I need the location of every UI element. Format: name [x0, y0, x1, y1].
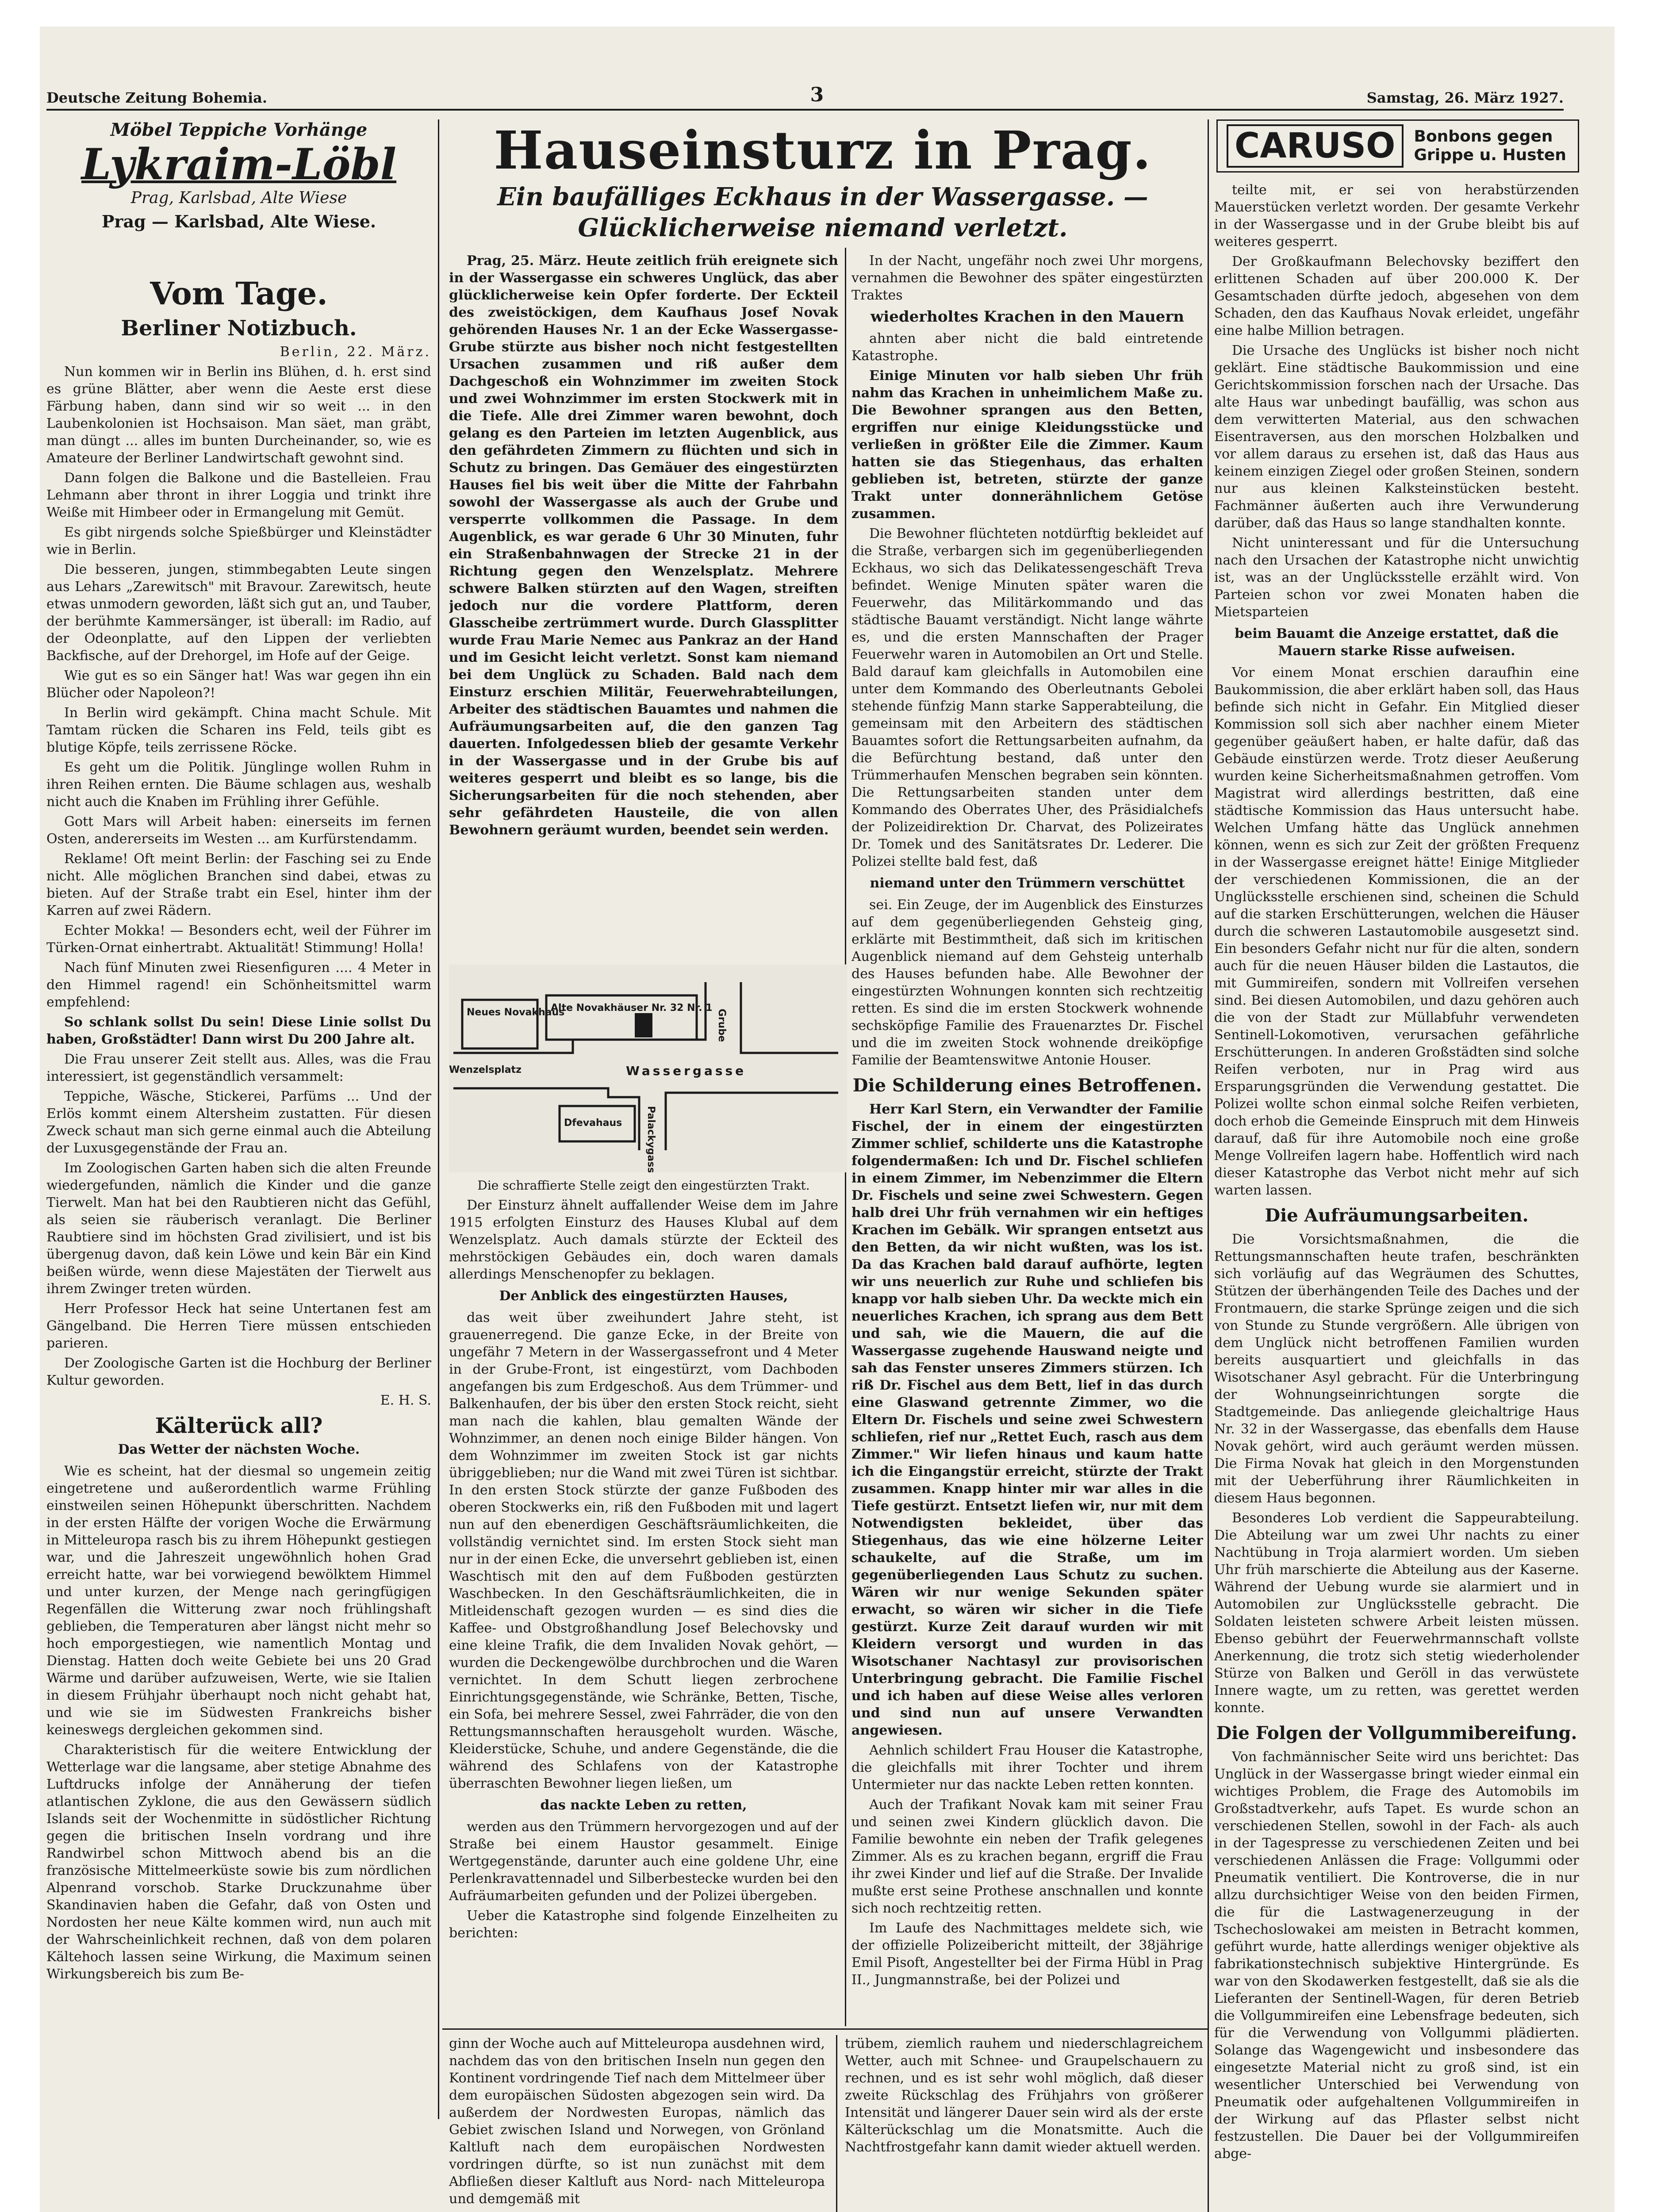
section-subhead: das nackte Leben zu retten,: [540, 1797, 747, 1813]
ad-loebl-topline: Möbel Teppiche Vorhänge: [110, 119, 368, 140]
column-rule: [438, 119, 439, 2119]
article-subtitle: Das Wetter der nächsten Woche.: [118, 1442, 360, 1457]
article-title: Die Folgen der Vollgummibereifung.: [1216, 1723, 1577, 1743]
map-label: Wenzelsplatz: [449, 1064, 522, 1075]
paragraph: Die besseren, jungen, stimmbegabten Leute singen aus Lehars „Zarewitsch" mit Bravour. Zarewitsch, heute etwas unmodern geworden, läßt sich gut an, und Tauber, der berühmte Kammersänger, ist überall: im Radio, auf der Odeonplatte, auf den Lippen der verliebten Backfische, auf der Drehorgel, im Hofe auf der Geige.: [46, 562, 431, 664]
column-2-bottom: [449, 1177, 838, 2022]
article-title: Die Aufräumungsarbeiten.: [1265, 1205, 1529, 1226]
paragraph: Ueber die Katastrophe sind folgende Einzelheiten zu berichten:: [449, 1908, 838, 1941]
paragraph: das weit über zweihundert Jahre steht, ist grauenerregend. Die ganze Ecke, in der Breite von ungefähr 7 Metern in der Wassergassefront und 4 Meter in der Grube-Front, ist eingestürzt, vom Dachboden angefangen bis zum Erdgeschoß. Aus dem Trümmer- und Balkenhaufen, der bis über den ersten Stock reicht, sieht man nach die kahlen, blau gemalten Wände der Wohnzimmer, an denen noch einige Bilder hängen. Von dem Wohnzimmer im zweiten Stock ist gar nichts übriggeblieben; nur die Wand mit zwei Türen ist sichtbar. In den ersten Stock stürzte der ganze Fußboden des oberen Stockwerks ein, riß den Fußboden mit und lagert nun auf den ebenerdigen Geschäftsräumlichkeiten, die vollständig vernichtet sind. Im ersten Stock sieht man nur in der einen Ecke, die unversehrt geblieben ist, einen Waschtisch mit den auf dem Fußboden gestürzten Waschbecken. In den Geschäftsräumlichkeiten, die in Mitleidenschaft gezogen wurden — es sind dies die Kaffee- und Obstgroßhandlung Josef Belechovsky und eine kleine Trafik, die dem Invaliden Novak gehört, — wurden die Deckengewölbe durchbrochen und die Waren vernichtet. In dem Schutt liegen zerbrochene Einrichtungsgegenstände, wie Schränke, Betten, Tische, ein Sofa, bei mehrere Sessel, zwei Fahrräder, die von den Rettungsmannschaften herausgeholt wurden. Wäsche, Kleiderstücke, Schuhe, und andere Gegenstände, die die während des Schlafens von der Katastrophe überraschten Bewohner liegen ließen, um: [449, 1310, 838, 1791]
paragraph: Wie gut es so ein Sänger hat! Was war gegen ihn ein Blücher oder Napoleon?!: [46, 668, 431, 701]
section-subhead: beim Bauamt die Anzeige erstattet, daß die Mauern starke Risse aufweisen.: [1235, 626, 1559, 659]
paragraph: Nach fünf Minuten zwei Riesenfiguren .... 4 Meter in den Himmel ragend! ein Schönheitsmittel warm empfehlend:: [46, 960, 431, 1010]
article-subtitle: Berliner Notizbuch.: [121, 316, 357, 341]
street-map: [449, 964, 847, 1172]
article-title: Die Schilderung eines Betroffenen.: [852, 1075, 1202, 1096]
column-3: [851, 252, 1203, 2022]
ad-loebl: [46, 119, 431, 265]
paragraph: ginn der Woche auch auf Mitteleuropa ausdehnen wird, nachdem das von den britischen Inseln nun gegen den Kontinent vordringende Tief nach dem Mittelmeer über dem europäischen Südosten abgezogen sein wird. Da außerdem der Nordwesten Europas, nämlich das Gebiet zwischen Island und Norwegen, von Grönland Kaltluft nach dem europäischen Nordwesten vordringen dürfte, so ist nun zunächst mit dem Abfließen dieser Kaltluft aus Nord- nach Mitteleuropa und demgemäß mit: [449, 2036, 825, 2207]
paragraph: Der Zoologische Garten ist die Hochburg der Berliner Kultur geworden.: [46, 1356, 431, 1388]
masthead-date: Samstag, 26. März 1927.: [1366, 89, 1564, 106]
ad-loebl-script: Lykraim-Löbl: [81, 139, 397, 189]
ad-caruso-line: Bonbons gegen: [1414, 127, 1553, 146]
section-subhead: Der Anblick des eingestürzten Hauses,: [499, 1288, 788, 1304]
ad-caruso-line: Grippe u. Husten: [1414, 146, 1566, 164]
column-rule: [836, 2035, 837, 2212]
paragraph: Echter Mokka! — Besonders echt, weil der Führer im Türken-Ornat einhertrabt. Aktualität! Stimmung! Holla!: [46, 923, 431, 956]
paragraph: ahnten aber nicht die bald eintretende Katastrophe.: [851, 331, 1203, 364]
paragraph: Im Zoologischen Garten haben sich die alten Freunde wiedergefunden, nämlich die Kinder und die ganze Tierwelt. Man hat bei den Raubtieren nicht das Gefühl, als seien sie räuberisch veranlagt. Die Berliner Raubtiere sind im höchsten Grad zivilisiert, und ist bis übergenug davon, daß kein Löwe und kein Bär ein Kind beißen würde, wenn diese Majestäten der Tierwelt aus ihrem Zwinger treten würden.: [46, 1160, 431, 1297]
paragraph: Einige Minuten vor halb sieben Uhr früh nahm das Krachen in unheimlichem Maße zu. Die Bewohner sprangen aus den Betten, ergriffen nur einige Kleidungsstücke und verließen in größter Eile die Zimmer. Kaum hatten sie das Stiegenhaus, das erhalten geblieben ist, betreten, stürzte der ganze Trakt unter donnerähnlichem Getöse zusammen.: [851, 368, 1203, 522]
paragraph: Der Großkaufmann Belechovsky beziffert den erlittenen Schaden auf über 200.000 K. Der Gesamtschaden dürfte jedoch, abgesehen von dem Schaden, den das Kaufhaus Novak erleidet, ungefähr eine halbe Million betragen.: [1214, 254, 1579, 338]
paragraph: Die Bewohner flüchteten notdürftig bekleidet auf die Straße, verbargen sich im gegenüberliegenden Eckhaus, wo sich das Delikatessengeschäft Treva befindet. Wenige Minuten später waren die Feuerwehr, das Militärkommando und das städtische Bauamt verständigt. Nicht lange währte es, und die ersten Mannschaften der Prager Feuerwehr waren in Automobilen an Ort und Stelle. Bald darauf kam gleichfalls in Automobilen eine unter dem Kommando des Oberleutnants Gebolei stehende fünfzig Mann starke Sapperabteilung, die gemeinsam mit den Arbeitern des städtischen Bauamtes sofort die Rettungsarbeiten aufnahm, da die Befürchtung bestand, daß unter den Trümmerhaufen Menschen begraben sein könnten. Die Rettungsarbeiten standen unter dem Kommando des Oberrates Uher, des Präsidialchefs der Polizeidirektion Dr. Charvat, des Polizeirates Dr. Tomek und des Sanitätsrates Dr. Lederer. Die Polizei stellte bald fest, daß: [851, 526, 1203, 869]
paragraph: Nun kommen wir in Berlin ins Blühen, d. h. erst sind es grüne Blätter, aber wenn die Aeste erst diese Färbung haben, dann sind wir so weit ... in den Laubenkolonien ist Hochsaison. Man säet, man gräbt, man düngt ... alles im bunten Durcheinander, so, wie es Amateure der Berliner Landwirtschaft gewohnt sind.: [46, 364, 431, 466]
paragraph: Prag, 25. März. Heute zeitlich früh ereignete sich in der Wassergasse ein schweres Unglück, das aber glücklicherweise kein Opfer forderte. Der Eckteil des zweistöckigen, dem Kaufhaus Josef Novak gehörenden Hauses Nr. 1 an der Ecke Wassergasse-Grube stürzte aus bisher noch nicht festgestellten Ursachen zusammen und riß außer dem Dachgeschoß ein Wohnzimmer im zweiten Stock und zwei Wohnzimmer im ersten Stockwerk mit in die Tiefe. Alle drei Zimmer waren bewohnt, doch gelang es den Parteien im letzten Augenblick, aus den gefährdeten Zimmern zu flüchten und sich in Schutz zu bringen. Das Gemäuer des eingestürzten Hauses fiel bis weit über die Mitte der Fahrbahn sowohl der Wassergasse als auch der Grube und versperrte vollkommen die Passage. In dem Augenblick, es war gerade 6 Uhr 30 Minuten, fuhr ein Straßenbahnwagen der Strecke 21 in der Richtung gegen den Wenzelsplatz. Mehrere schwere Balken stürzten auf den Wagen, streiften jedoch nur die vordere Plattform, deren Glasscheibe zertrümmert wurde. Durch Glassplitter wurde Frau Marie Nemec aus Pankraz an der Hand und im Gesicht leicht verletzt. Sonst kam niemand bei dem Unglück zu Schaden. Bald nach dem Einsturz erschien Militär, Feuerwehrabteilungen, Arbeiter des städtischen Bauamtes und nahmen die Aufräumungsarbeiten auf, die den ganzen Tag dauerten. Infolgedessen blieb der gesamte Verkehr in der Wassergasse und in der Grube bis auf weiteres gesperrt und bleibt es so lange, bis die Sicherungsarbeiten für die noch stehenden, aber sehr gefährdeten Hausteile, die von allen Bewohnern geräumt wurden, beendet sein werden.: [449, 253, 838, 838]
masthead-page-number: 3: [810, 84, 824, 106]
paragraph: Es geht um die Politik. Jünglinge wollen Ruhm in ihren Reihen ernten. Die Bäume schlagen aus, weshalb nicht auch die Knaben im Frühling ihrer Gefühle.: [46, 760, 431, 810]
paragraph: Im Laufe des Nachmittages meldete sich, wie der offizielle Polizeibericht mitteilt, der 38jährige Emil Pisoft, Angestellter bei der Firma Hübl in Prag II., Jungmannstraße, bei der Polizei und: [851, 1920, 1203, 1988]
map-label: Grube: [716, 1009, 727, 1042]
paragraph: Dann folgen die Balkone und die Bastelleien. Frau Lehmann aber thront in ihrer Loggia und trinkt ihre Weiße mit Himbeer oder in Ermangelung mit Gemüt.: [46, 470, 431, 520]
paragraph: Reklame! Oft meint Berlin: der Fasching sei zu Ende nicht. Alle möglichen Branchen sind dabei, etwas zu bieten. Auf der Straße trabt ein Esel, hinter ihm der Karren auf zwei Rädern.: [46, 851, 431, 918]
column-2-top: [449, 252, 838, 960]
headline-subtitle: Ein baufälliges Eckhaus in der Wassergasse. — Glücklicherweise niemand verletzt.: [497, 182, 1148, 242]
masthead-paper-name: Deutsche Zeitung Bohemia.: [46, 89, 268, 106]
bottom-column-b: [845, 2035, 1203, 2212]
ad-loebl-address: Prag — Karlsbad, Alte Wiese.: [101, 211, 376, 231]
column-rule-horizontal: [442, 2028, 1208, 2030]
paragraph: In der Nacht, ungefähr noch zwei Uhr morgens, vernahmen die Bewohner des später eingestürzten Traktes: [851, 253, 1203, 303]
paragraph: Teppiche, Wäsche, Stickerei, Parfüms ... Und der Erlös kommt einem Altersheim zustatten. Für diesen Zweck schaut man sich gerne einmal auch die Abteilung der Luxusgegenstände der Frau an.: [46, 1089, 431, 1156]
map-label: Wassergasse: [626, 1064, 747, 1078]
signature: E. H. S.: [380, 1393, 431, 1408]
map-label: Neues Novakhaus: [467, 1007, 565, 1018]
paragraph: Aehnlich schildert Frau Houser die Katastrophe, die gleichfalls mit ihrer Tochter und ihrem Untermieter nur das nackte Leben retten konnten.: [851, 1743, 1203, 1793]
ad-caruso-text: [1414, 127, 1566, 165]
paragraph: Vor einem Monat erschien daraufhin eine Baukommission, die aber erklärt haben soll, das Haus befinde sich nicht in Gefahr. Ein Mitglied dieser Kommission soll sich aber nachher einem Mieter gegenüber geäußert haben, er halte dafür, daß das Gebäude einstürzen werde. Trotz dieser Aeußerung wurden keine Sicherheitsmaßnahmen getroffen. Vom Magistrat wird allerdings bestritten, daß eine städtische Kommission das Haus untersucht habe. Welchen Umfang hätte das Unglück annehmen können, wenn es sich zur Zeit der größten Frequenz in der Wassergasse ereignet hätte! Einige Mitglieder der verschiedenen Kommissionen, die an der Unglücksstelle erschienen sind, scheinen die Schuld auf die starken Erschütterungen, welchen die Häuser durch die schweren Lastautomobile ausgesetzt sind. Ein besonders Gefahr nicht nur für die alten, sondern auch für die neuen Häuser bilden die Lastautos, die mit Gummireifen, sondern mit Vollreifen versehen sind. Bei diesen Automobilen, und dazu gehören auch die von der Stadt zur Müllabfuhr verwendeten Sentinell-Lokomotiven, verursachen gefährliche Erschütterungen. In anderen Großstädten sind solche Reifen verboten, nur in Prag wird aus Ersparungsgründen die Verwendung gestattet. Die Polizei wollte schon einmal solche Reifen verbieten, doch erhob die Gemeinde Einspruch mit dem Hinweis darauf, daß für ihre Automobile noch eine große Menge Vollreifen lagern habe. Hoffentlich wird nach dieser Katastrophe das Verbot nicht mehr auf sich warten lassen.: [1214, 665, 1579, 1198]
ad-caruso: [1216, 119, 1579, 173]
section-subhead: niemand unter den Trümmern verschüttet: [870, 876, 1185, 891]
paragraph: Besonderes Lob verdient die Sappeurabteilung. Die Abteilung war um zwei Uhr nachts zu einer Nachtübung in Troja alarmiert worden. Um sieben Uhr früh marschierte die Abteilung aus der Kaserne. Während der Uebung wurde sie alarmiert und in Automobilen zur Unglücksstelle gebracht. Die Soldaten leisteten schwere Arbeit leisten müssen. Ebenso gebührt der Feuerwehrmannschaft vollste Anerkennung, die trotz sich stetig wiederholender Stürze von Balken und Geröll in das verwüstete Innere wagte, um zu retten, was gerettet werden konnte.: [1214, 1510, 1579, 1716]
dateline: Berlin, 22. März.: [280, 344, 431, 360]
paragraph: Nicht uninteressant und für die Untersuchung nach den Ursachen der Katastrophe nicht unwichtig ist, was an der Unglücksstelle erzählt wird. Von Parteien schon vor zwei Monaten haben die Mietsparteien: [1214, 535, 1579, 620]
paragraph: Es gibt nirgends solche Spießbürger und Kleinstädter wie in Berlin.: [46, 525, 431, 557]
masthead: [46, 84, 1564, 111]
article-title: Kälterück all?: [155, 1413, 323, 1438]
collapsed-section-marker: [635, 1013, 652, 1037]
paragraph: trübem, ziemlich rauhem und niederschlagreichem Wetter, auch mit Schnee- und Graupelschauern zu rechnen, und es ist sehr wohl möglich, daß dieser zweite Rückschlag des Frühjahrs von größerer Intensität und längerer Dauer sein wird als der erste Kälterückschlag um die Monatsmitte. Auch die Nachtfrostgefahr kann damit wieder aktuell werden.: [845, 2036, 1203, 2155]
paragraph: In Berlin wird gekämpft. China macht Schule. Mit Tamtam rücken die Scharen ins Feld, teils gibt es blutige Köpfe, teils zerrissene Röcke.: [46, 705, 431, 755]
column-rule: [1208, 119, 1209, 2212]
street-map-svg: [449, 964, 847, 1172]
paragraph: teilte mit, er sei von herabstürzenden Mauerstücken verletzt worden. Der gesamte Verkehr in der Wassergasse und in der Grube bleibt bis auf weiteres gesperrt.: [1214, 182, 1579, 250]
paragraph: Der Einsturz ähnelt auffallender Weise dem im Jahre 1915 erfolgten Einsturz des Hauses Klubal auf dem Wenzelsplatz. Auch damals stürzte der Eckteil des mehrstöckigen Gebäudes ein, doch waren damals allerdings Menschenopfer zu beklagen.: [449, 1198, 838, 1282]
map-label: Alte Novakhäuser Nr. 32 Nr. 1: [551, 1002, 713, 1014]
paragraph: So schlank sollst Du sein! Diese Linie sollst Du haben, Großstädter! Dann wirst Du 200 Jahre alt.: [46, 1014, 431, 1047]
paragraph: Auch der Trafikant Novak kam mit seiner Frau und seinen zwei Kindern glücklich davon. Die Familie bewohnte ein neben der Trafik gelegenes Zimmer. Als es zu krachen begann, ergriff die Frau ihr zwei Kinder und lief auf die Straße. Der Invalide mußte erst seine Prothese anschnallen und konnte sich noch rechtzeitig retten.: [851, 1797, 1203, 1916]
paragraph: Die Frau unserer Zeit stellt aus. Alles, was die Frau interessiert, ist gegenständlich versammelt:: [46, 1052, 431, 1084]
paragraph: Herr Karl Stern, ein Verwandter der Familie Fischel, der in einem der eingestürzten Zimmer schlief, schilderte uns die Katastrophe folgendermaßen: Ich und Dr. Fischel schliefen in einem Zimmer, im Nebenzimmer die Eltern Dr. Fischels und seine zwei Schwestern. Gegen halb drei Uhr früh vernahmen wir ein heftiges Krachen im Gebälk. Wir sprangen entsetzt aus den Betten, da wir nicht wußten, was los ist. Da das Krachen bald darauf aufhörte, legten wir uns neuerlich zur Ruhe und schliefen bis knapp vor halb sieben Uhr. Da weckte mich ein neuerliches Krachen, ich sprang aus dem Bett und sah, wie die Mauern, die auf die Wassergasse zugehende Hauswand neigte und sah das Fenster unseres Zimmers stürzen. Ich riß Dr. Fischel aus dem Bett, lief in das durch eine Glaswand getrennte Zimmer, wo die Eltern Dr. Fischels und seine zwei Schwestern schliefen, rief nur „Rettet Euch, rasch aus dem Zimmer." Wir liefen hinaus und kaum hatte ich die Eingangstür erreicht, stürzte der Trakt zusammen. Knapp hinter mir war alles in die Tiefe gestürzt. Entsetzt liefen wir, nur mit dem Notwendigsten bekleidet, über das Stiegenhaus, das wie eine hölzerne Leiter schaukelte, auf die Straße, um im gegenüberliegenden Laus Schutz zu suchen. Wären wir nur wenige Sekunden später erwacht, so wären wir sicher in die Tiefe gestürzt. Kurze Zeit darauf wurden wir mit Kleidern versorgt und wurden in das Wisotschaner Nachtasyl zur provisorischen Unterbringung gebracht. Die Familie Fischel und ich haben auf diese Weise alles verloren und sind nun auf unsere Verwandten angewiesen.: [851, 1102, 1203, 1738]
column-4: [1214, 181, 1579, 2212]
ad-loebl-subline: Prag, Karlsbad, Alte Wiese: [130, 189, 347, 207]
paragraph: sei. Ein Zeuge, der im Augenblick des Einsturzes auf dem gegenüberliegenden Gehsteig ging, erklärte mit Bestimmtheit, daß sich im kritischen Augenblick niemand auf dem Gehsteig unterhalb des Hauses befunden habe. Alle Bewohner der eingestürzten Wohnungen konnten sich rechtzeitig retten. Es sind die im ersten Stockwerk wohnende sechsköpfige Familie des Frauenarztes Dr. Fischel und die im zweiten Stock wohnende dreiköpfige Familie der Beamtenswitwe Antonie Houser.: [851, 897, 1203, 1068]
section-subhead: wiederholtes Krachen in den Mauern: [871, 308, 1184, 326]
main-headline: [442, 119, 1203, 243]
map-label: Palackygasse: [645, 1106, 656, 1172]
ad-caruso-brand: CARUSO: [1227, 124, 1404, 168]
paragraph: werden aus den Trümmern hervorgezogen und auf der Straße bei einem Haustor gesammelt. Einige Wertgegenstände, darunter auch eine goldene Uhr, eine Perlenkravattennadel und Silberbestecke wurden bei den Aufräumarbeiten gefunden und der Polizei übergeben.: [449, 1819, 838, 1904]
headline-title: Hauseinsturz in Prag.: [494, 119, 1152, 181]
paragraph: Von fachmännischer Seite wird uns berichtet: Das Unglück in der Wassergasse bringt wieder einmal ein wichtiges Problem, die Frage des Automobils im Großstadtverkehr, aufs Tapet. Es wurde schon an verschiedenen Stellen, sowohl in der Fach- als auch in der Tagespresse zu verschiedenen Zeiten und bei verschiedenen Anlässen die Frage: Vollgummi oder Pneumatik ventiliert. Die Kontroverse, die in nur allzu durchsichtiger Weise von den beiden Firmen, die für die Lastwagenerzeugung in der Tschechoslowakei am meisten in Betracht kommen, geführt wurde, hatte allerdings weniger objektive als fabrikationstechnisch subjektive Hintergründe. Es war von den Skodawerken festgestellt, daß sie als die Lieferanten der Sentinell-Wagen, für deren Betrieb die Vollgummireifen eine Lebensfrage bedeuten, sich für die Verwendung von Vollgummi plädierten. Solange das Wagengewicht und insbesondere das eingesetzte Material nicht zu groß sind, ist ein wesentlicher Unterschied bei Verwendung von Pneumatik oder aufgehaltenen Vollgummireifen in der Wirkung auf das Pflaster selbst nicht festzustellen. Die Dauer bei der Vollgummireifen abge-: [1214, 1749, 1579, 2162]
bottom-column-a: [449, 2035, 825, 2212]
paragraph: Wie es scheint, hat der diesmal so ungemein zeitig eingetretene und außerordentlich warme Frühling einstweilen seinen Höhepunkt überschritten. Nachdem in der ersten Hälfte der vorigen Woche die Erwärmung in Mitteleuropa rasch bis zu ihrem Höhepunkt gestiegen war, und die Jahreszeit ungewöhnlich hohen Grad erreicht hatte, war bei vorwiegend bewölktem Himmel und unter kurzen, der Menge nach geringfügigen Regenfällen die Witterung zwar noch frühlingshaft geblieben, die Temperaturen aber längst nicht mehr so hoch emporgestiegen, wie namentlich Montag und Dienstag. Hatten doch weite Gebiete bei uns 20 Grad Wärme und darüber aufzuweisen, Werte, wie sie Italien in diesem Frühjahr überhaupt noch nicht gehabt hat, und wie sie im Südwesten Frankreichs bisher keineswegs dergleichen gekommen sind.: [46, 1463, 431, 1738]
map-caption: Die schraffierte Stelle zeigt den eingestürzten Trakt.: [477, 1178, 810, 1193]
paragraph: Die Ursache des Unglücks ist bisher noch nicht geklärt. Eine städtische Baukommission und eine Gerichtskommission forschen nach der Ursache. Das alte Haus war unbedingt baufällig, was schon aus dem verwitterten Material, aus den schwachen Eisentraversen, aus den morschen Holzbalken und vor allem daraus zu ersehen ist, daß das Haus aus keinem einzigen Ziegel oder großen Steinen, sondern nur aus kleinen Kalksteinstücken besteht. Fachmänner äußerten auch ihre Verwunderung darüber, daß das Haus so lange standhalten konnte.: [1214, 343, 1579, 531]
paragraph: Die Vorsichtsmaßnahmen, die die Rettungsmannschaften heute trafen, beschränkten sich vorläufig auf das Wegräumen des Schuttes, Stützen der überhängenden Teile des Daches und der Frontmauern, die starke Sprünge zeigen und die sich von Stunde zu Stunde vergrößern. Alle übrigen von dem Unglück nicht betroffenen Familien wurden bereits ausquartiert und gleichfalls in das Wisotschaner Asyl gebracht. Für die Unterbringung der Wohnungseinrichtungen sorgte die Stadtgemeinde. Das anliegende gleichaltrige Haus Nr. 32 in der Wassergasse, das ebenfalls dem Hause Novak gehört, wird auch geräumt werden müssen. Die Firma Novak hat gleich in den Morgenstunden mit der Ueberführung ihrer Räumlichkeiten in diesem Haus begonnen.: [1214, 1232, 1579, 1506]
column-1: [46, 270, 431, 2119]
paragraph: Gott Mars will Arbeit haben: einerseits im fernen Osten, andererseits im Westen ... am Kurfürstendamm.: [46, 814, 431, 847]
paragraph: Charakteristisch für die weitere Entwicklung der Wetterlage war die langsame, aber stetige Abnahme des Luftdrucks infolge der Annäherung der tiefen atlantischen Zyklone, die aus den Gewässern südlich Islands seit der Wochenmitte in südöstlicher Richtung gegen die britischen Inseln vordrang und ihre Randwirbel schon Mittwoch abend bis an die französische Mittelmeerküste sowie bis zum nördlichen Alpenrand vorschob. Starke Druckzunahme über Skandinavien haben die Gefahr, daß von Osten und Nordosten her neue Kälte kommen wird, nun auch mit der Wahrscheinlichkeit rechnen, daß von dem polaren Kältehoch lassen seine Wirkung, die Maximum seinen Wirkungsbereich bis zum Be-: [46, 1742, 431, 1982]
paragraph: Herr Professor Heck hat seine Untertanen fest am Gängelband. Die Herren Tiere müssen entschieden parieren.: [46, 1301, 431, 1351]
map-label: Dfevahaus: [564, 1118, 622, 1129]
article-title: Vom Tage.: [150, 275, 328, 312]
